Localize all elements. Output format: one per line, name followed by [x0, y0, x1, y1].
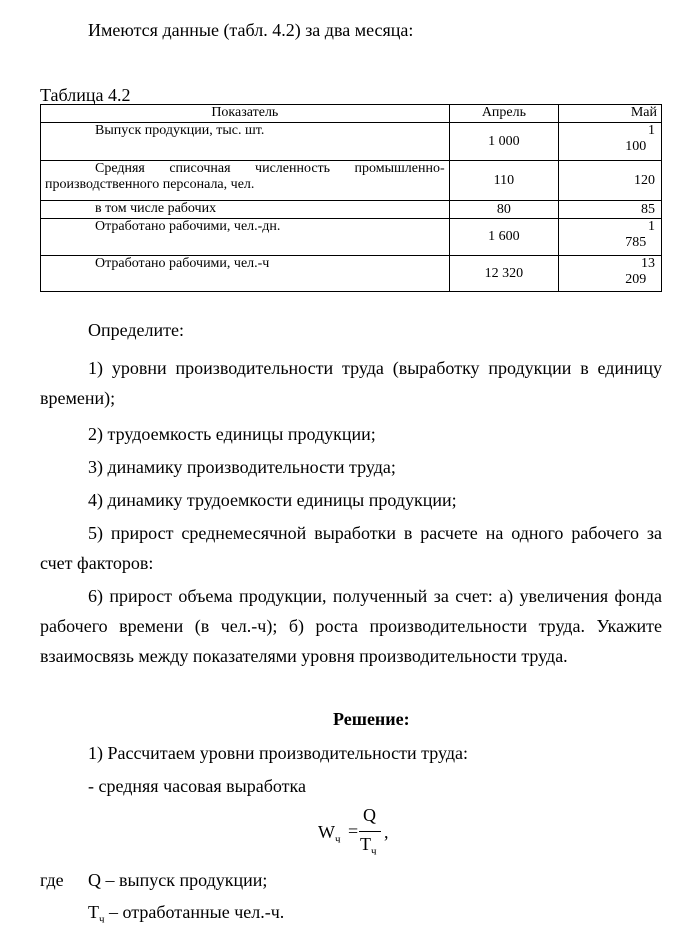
table-header-may: Май [559, 105, 662, 123]
table-header-indicator: Показатель [41, 105, 450, 123]
task-item: 4) динамику трудоемкости единицы продукции; [88, 490, 457, 510]
solution-step: 1) Рассчитаем уровни производительности труда: [88, 743, 469, 763]
tasks-heading: Определите: [88, 320, 185, 340]
where-label: где [40, 870, 64, 890]
formula-numerator: Q [363, 805, 376, 825]
solution-heading: Решение: [333, 709, 410, 729]
table-row [41, 201, 662, 219]
task-item: 2) трудоемкость единицы продукции; [88, 424, 376, 444]
table-cell-may-top: 1 [648, 219, 655, 234]
task-item: 6) прирост объема продукции, полученный за счет: а) увеличения фонда рабочего времени (в чел.-ч); б) роста производительности труда. Укажите взаимосвязь между показателями уровня производительности труда. [40, 586, 662, 666]
table-cell-may: 85 [559, 201, 662, 219]
table-header-row [41, 105, 662, 123]
task-item: 1) уровни производительности труда (выработку продукции в единицу времени); [40, 358, 662, 408]
where-t: $T_ч$ – отработанные чел.-ч. [88, 902, 285, 926]
table-cell-may-bottom: 100 [625, 139, 647, 154]
table-cell-april: 1 000 [449, 123, 559, 161]
task-item: 3) динамику производительности труда; [88, 457, 396, 477]
table-cell-may-top: 13 [641, 256, 655, 271]
table-cell-may [559, 256, 662, 292]
formula-comma: , [384, 822, 389, 842]
table-row [41, 161, 662, 201]
table-cell-april: 80 [449, 201, 559, 219]
table-caption: Таблица 4.2 [40, 85, 131, 105]
table-cell-april: 110 [449, 161, 559, 201]
table-cell-may-top: 1 [648, 123, 655, 138]
table-cell-name: Выпуск продукции, тыс. шт. [41, 123, 450, 161]
data-table [40, 104, 662, 292]
table-cell-may [559, 123, 662, 161]
table-cell-name: Средняя списочная численность промышленно-производственного персонала, чел. [41, 161, 450, 201]
intro-text: Имеются данные (табл. 4.2) за два месяца: [88, 20, 414, 40]
formula-equals: = [348, 821, 359, 841]
formula-denominator: $T_ч$ [360, 834, 377, 858]
hourly-output-formula [318, 800, 438, 860]
formula-fraction-bar [359, 831, 381, 832]
table-cell-may: 120 [559, 161, 662, 201]
task-item: 5) прирост среднемесячной выработки в расчете на одного рабочего за счет факторов: [40, 523, 662, 573]
table-cell-may-bottom: 785 [625, 235, 647, 250]
formula-lhs: $W_ч$ [318, 822, 341, 846]
table-cell-name: Отработано рабочими, чел.-ч [41, 256, 450, 292]
table-cell-april: 1 600 [449, 219, 559, 256]
table-row [41, 219, 662, 256]
table-cell-name: Отработано рабочими, чел.-дн. [41, 219, 450, 256]
table-row [41, 123, 662, 161]
table-cell-may [559, 219, 662, 256]
table-row [41, 256, 662, 292]
where-q: Q – выпуск продукции; [88, 870, 268, 890]
solution-substep: - средняя часовая выработка [88, 776, 306, 796]
table-cell-name: в том числе рабочих [41, 201, 450, 219]
table-cell-april: 12 320 [449, 256, 559, 292]
table-header-april: Апрель [449, 105, 559, 123]
table-cell-may-bottom: 209 [625, 272, 647, 287]
